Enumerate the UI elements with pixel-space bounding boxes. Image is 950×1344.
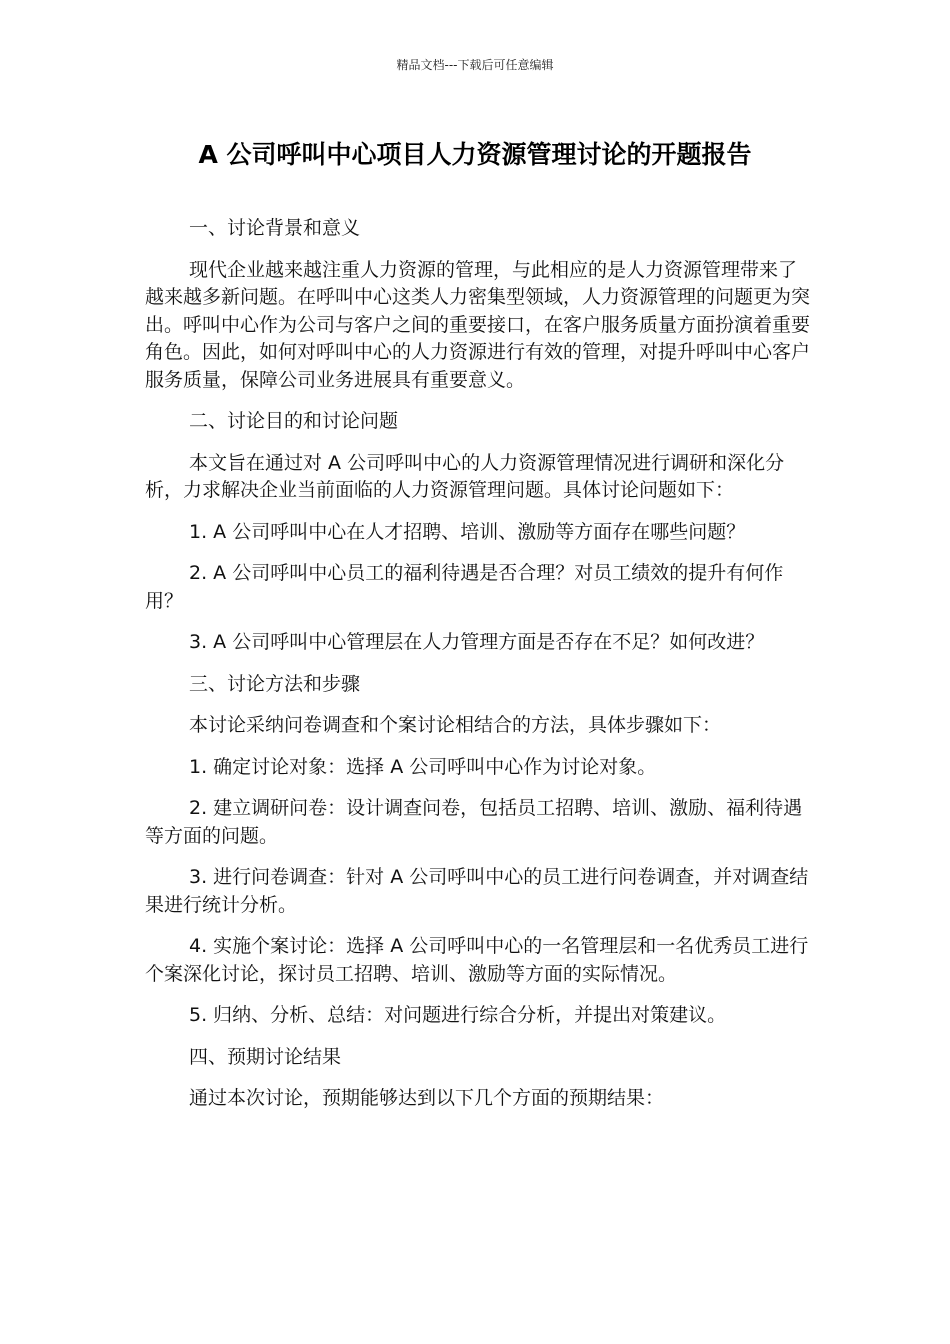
section-heading-background: 一、讨论背景和意义 bbox=[189, 217, 361, 239]
section-heading-methods: 三、讨论方法和步骤 bbox=[189, 672, 361, 695]
question-item-3: 3. A 公司呼叫中心管理层在人力管理方面是否存在不足？如何改进？ bbox=[189, 631, 765, 653]
step-item-2: 2. 建立调研问卷：设计调查问卷，包括员工招聘、培训、激励、福利待遇等方面的问题。 bbox=[145, 797, 803, 847]
step-item-3: 3. 进行问卷调查：针对 A 公司呼叫中心的员工进行问卷调查，并对调查结果进行统计分析。 bbox=[145, 866, 809, 916]
paragraph-background: 现代企业越来越注重人力资源的管理，与此相应的是人力资源管理带来了越来越多新问题。在呼叫中心这类人力密集型领域，人力资源管理的问题更为突出。呼叫中心作为公司与客户之间的重要接口，在客户服务质量方面扮演着重要角色。因此，如何对呼叫中心的人力资源进行有效的管理，对提升呼叫中心客户服务质量，保障公司业务进展具有重要意义。 bbox=[145, 258, 811, 391]
step-item-1: 1. 确定讨论对象：选择 A 公司呼叫中心作为讨论对象。 bbox=[189, 755, 657, 778]
section-heading-results: 四、预期讨论结果 bbox=[189, 1045, 342, 1068]
question-item-1: 1. A 公司呼叫中心在人才招聘、培训、激励等方面存在哪些问题？ bbox=[189, 520, 746, 543]
paragraph-objectives: 本文旨在通过对 A 公司呼叫中心的人力资源管理情况进行调研和深化分析，力求解决企业当前面临的人力资源管理问题。具体讨论问题如下： bbox=[145, 451, 785, 501]
document-body bbox=[145, 215, 810, 1127]
question-item-2: 2. A 公司呼叫中心员工的福利待遇是否合理？对员工绩效的提升有何作用？ bbox=[145, 562, 784, 612]
step-item-5: 5. 归纳、分析、总结：对问题进行综合分析，并提出对策建议。 bbox=[189, 1004, 727, 1026]
document-title: A 公司呼叫中心项目人力资源管理讨论的开题报告 bbox=[198, 140, 752, 169]
step-item-4: 4. 实施个案讨论：选择 A 公司呼叫中心的一名管理层和一名优秀员工进行个案深化讨论，探讨员工招聘、培训、激励等方面的实际情况。 bbox=[145, 935, 809, 985]
paragraph-methods-intro: 本讨论采纳问卷调查和个案讨论相结合的方法，具体步骤如下： bbox=[189, 714, 722, 736]
header-note: 精品文档---下载后可任意编辑 bbox=[396, 58, 554, 72]
paragraph-results-intro: 通过本次讨论，预期能够达到以下几个方面的预期结果： bbox=[189, 1087, 665, 1109]
section-heading-objectives: 二、讨论目的和讨论问题 bbox=[189, 410, 399, 432]
